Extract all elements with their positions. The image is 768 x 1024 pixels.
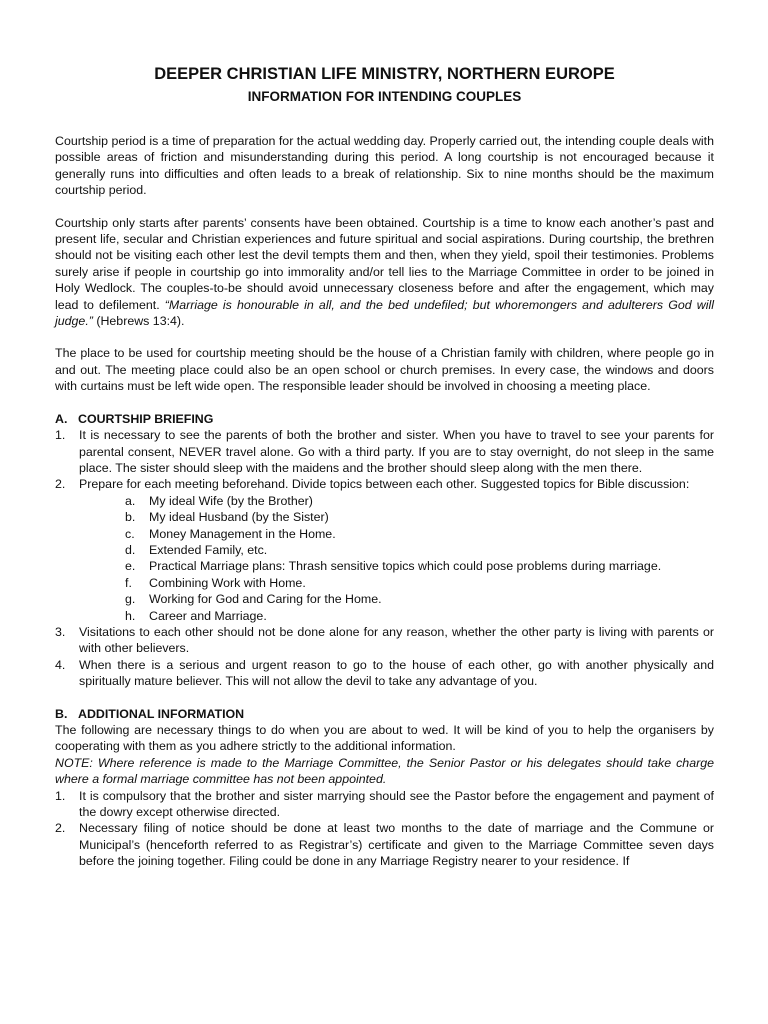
section-b-heading [55,706,714,722]
document-page [55,64,714,870]
scripture-reference: (Hebrews 13:4). [96,314,185,329]
list-item [55,476,714,624]
list-item [55,427,714,476]
list-item-number: 3. [55,624,66,639]
additional-information-list [55,788,714,870]
list-item-text: Visitations to each other should not be done alone for any reason, whether the other party is living with parents or with other believers. [79,624,714,656]
topic-item [125,509,714,525]
topic-letter: g. [125,592,136,607]
section-courtship-briefing [55,411,714,690]
list-item [55,820,714,869]
topic-letter: e. [125,559,136,574]
topic-letter: b. [125,510,136,525]
document-subtitle: INFORMATION FOR INTENDING COUPLES [247,89,522,104]
section-b-note: NOTE: Where reference is made to the Marriage Committee, the Senior Pastor or his delegates should take charge where a formal marriage committee has not been appointed. [55,755,714,787]
topic-text: Combining Work with Home. [149,575,306,590]
topic-text: My ideal Wife (by the Brother) [149,493,313,508]
list-item-number: 1. [55,788,66,803]
topic-text: Money Management in the Home. [149,526,336,541]
paragraph-meeting-place: The place to be used for courtship meeting should be the house of a Christian family with children, where people go in and out. The meeting place could also be an open school or church premises. In every case, the windows and doors with curtains must be left wide open. The responsible leader should be involved in choosing a meeting place. [55,346,714,394]
list-item [55,657,714,690]
list-item [55,624,714,657]
document-title: DEEPER CHRISTIAN LIFE MINISTRY, NORTHERN EUROPE [154,65,615,83]
topic-item [125,493,714,509]
topic-item [125,542,714,558]
list-item-text: Prepare for each meeting beforehand. Divide topics between each other. Suggested topics for Bible discussion: [79,477,690,492]
list-item [55,788,714,821]
paragraph-courtship-period: Courtship period is a time of preparation for the actual wedding day. Properly carried out, the intending couple deals with possible areas of friction and misunderstanding during this period. A long courtship is not encouraged because it generally runs into difficulties and often leads to a break of relationship. Six to nine months should be the maximum courtship period. [55,134,714,198]
list-item-text: It is necessary to see the parents of both the brother and sister. When you have to travel to see your parents for parental consent, NEVER travel alone. Go with a third party. If you are to stay overnight, do not sleep in the same place. The sister should sleep with the maidens and the brother should sleep along with the men there. [79,428,714,475]
topic-text: My ideal Husband (by the Sister) [149,510,329,525]
topic-text: Working for God and Caring for the Home. [149,592,382,607]
topic-item [125,526,714,542]
courtship-briefing-list [55,427,714,690]
topic-letter: a. [125,493,136,508]
paragraph-courtship-start [55,215,714,330]
list-item-text: Necessary filing of notice should be done at least two months to the date of marriage and the Commune or Municipal’s (henceforth referred to as Registrar’s) certificate and given to the Marriage Committee seven days before the joining together. Filing could be done in any Marriage Registry nearer to your residence. If [79,821,714,869]
topic-letter: c. [125,526,135,541]
topic-text: Extended Family, etc. [149,542,268,557]
list-item-number: 1. [55,428,66,443]
topic-item [125,591,714,607]
topic-letter: h. [125,608,136,623]
section-additional-information [55,706,714,870]
topic-item [125,608,714,624]
topic-letter: d. [125,542,136,557]
section-a-letter: A. [55,411,68,426]
section-a-heading [55,411,714,427]
scripture-quote: “Marriage is honourable in all, and the bed undefiled; but whoremongers and adulterers God will judge.” [55,297,714,329]
list-item-number: 2. [55,821,66,836]
topic-letter: f. [125,575,132,590]
section-b-letter: B. [55,706,68,721]
list-item-text: It is compulsory that the brother and sister marrying should see the Pastor before the engagement and payment of the dowry except otherwise directed. [79,788,714,820]
topic-item [125,575,714,591]
discussion-topics-list [79,493,714,624]
section-a-title: COURTSHIP BRIEFING [78,411,214,426]
list-item-text: When there is a serious and urgent reason to go to the house of each other, go with another physically and spiritually mature believer. This will not allow the devil to take any advantage of you. [79,657,714,689]
topic-text: Career and Marriage. [149,608,267,623]
list-item-number: 2. [55,477,66,492]
paragraph-courtship-start-text: Courtship only starts after parents’ consents have been obtained. Courtship is a time to know each another’s past and present life, secular and Christian experiences and future spiritual and social aspirations. During courtship, the brethren should not be visiting each other lest the devil tempts them and then, when they yield, spoil their testimonies. Problems surely arise if people in courtship go into immorality and/or tell lies to the Marriage Committee in order to be joined in Holy Wedlock. The couples-to-be should avoid unnecessary closeness before and after the engagement, which may lead to defilement. [55,215,714,312]
topic-item [125,558,714,574]
list-item-number: 4. [55,657,66,672]
topic-text: Practical Marriage plans: Thrash sensitive topics which could pose problems during marriage. [149,559,662,574]
section-b-title: ADDITIONAL INFORMATION [78,706,245,721]
section-b-intro: The following are necessary things to do when you are about to wed. It will be kind of you to help the organisers by cooperating with them as you adhere strictly to the additional information. [55,723,714,754]
